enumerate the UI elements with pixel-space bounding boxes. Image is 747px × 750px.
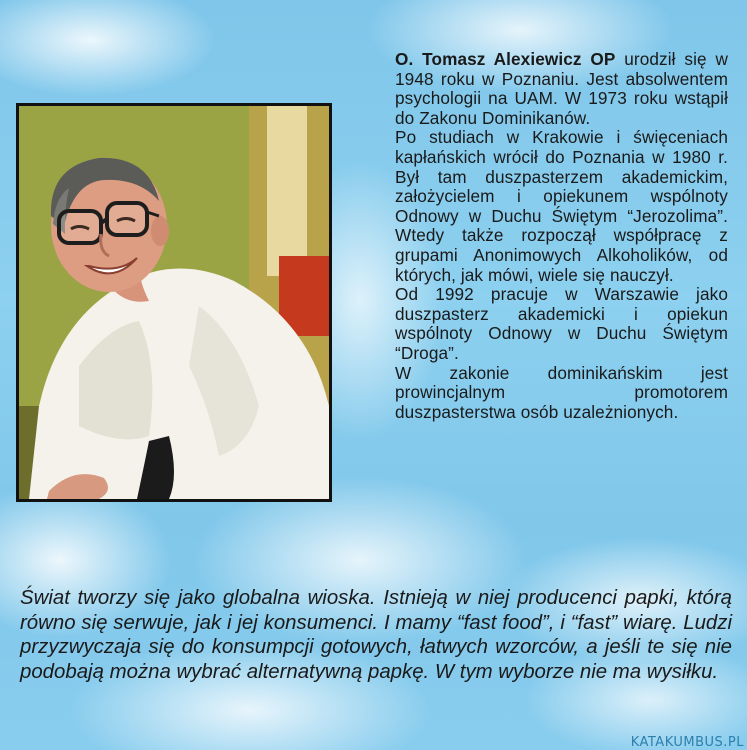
- quote-text: Świat tworzy się jako globalna wioska. Istnieją w niej producenci papki, którą równo się serwuje, jak i jej konsumenci. I mamy “fast food”, i “fast” wiarę. Ludzi przyzwyczaja się do konsumpcji gotowych, łatwych wzorców, a jeśli te się nie podobają można wybrać alternatywną papkę. W tym wyborze nie ma wysiłku.: [20, 587, 732, 683]
- bio-text-birth: urodził się w 1948 roku w Poznaniu. Jest absolwentem psychologii na UAM. W 1973 roku wstąpił do Zakonu Dominikanów.: [395, 49, 728, 128]
- author-name: O. Tomasz Alexiewicz OP: [395, 49, 616, 69]
- bio-paragraph-warsaw: Od 1992 pracuje w Warszawie jako duszpasterz akademicki i opiekun wspólnoty Odnowy w Duchu Świętym “Droga”.: [395, 284, 728, 363]
- author-bio: [395, 50, 728, 422]
- site-watermark: KATAKUMBUS.PL: [630, 735, 744, 750]
- bio-paragraph-birth: [395, 50, 728, 128]
- author-photo: [16, 103, 332, 502]
- bio-paragraph-order: W zakonie dominikańskim jest prowincjalnym promotorem duszpasterstwa osób uzależnionych.: [395, 362, 728, 422]
- portrait-illustration: [19, 106, 329, 499]
- bio-paragraph-studies: Po studiach w Krakowie i święceniach kapłańskich wrócił do Poznania w 1980 r. Był tam duszpasterzem akademickim, założycielem i opiekunem wspólnoty Odnowy w Duchu Świętym “Jerozolima”. Wtedy także rozpoczął współpracę z grupami Anonimowych Alkoholików, od których, jak mówi, wiele się nauczył.: [395, 127, 728, 285]
